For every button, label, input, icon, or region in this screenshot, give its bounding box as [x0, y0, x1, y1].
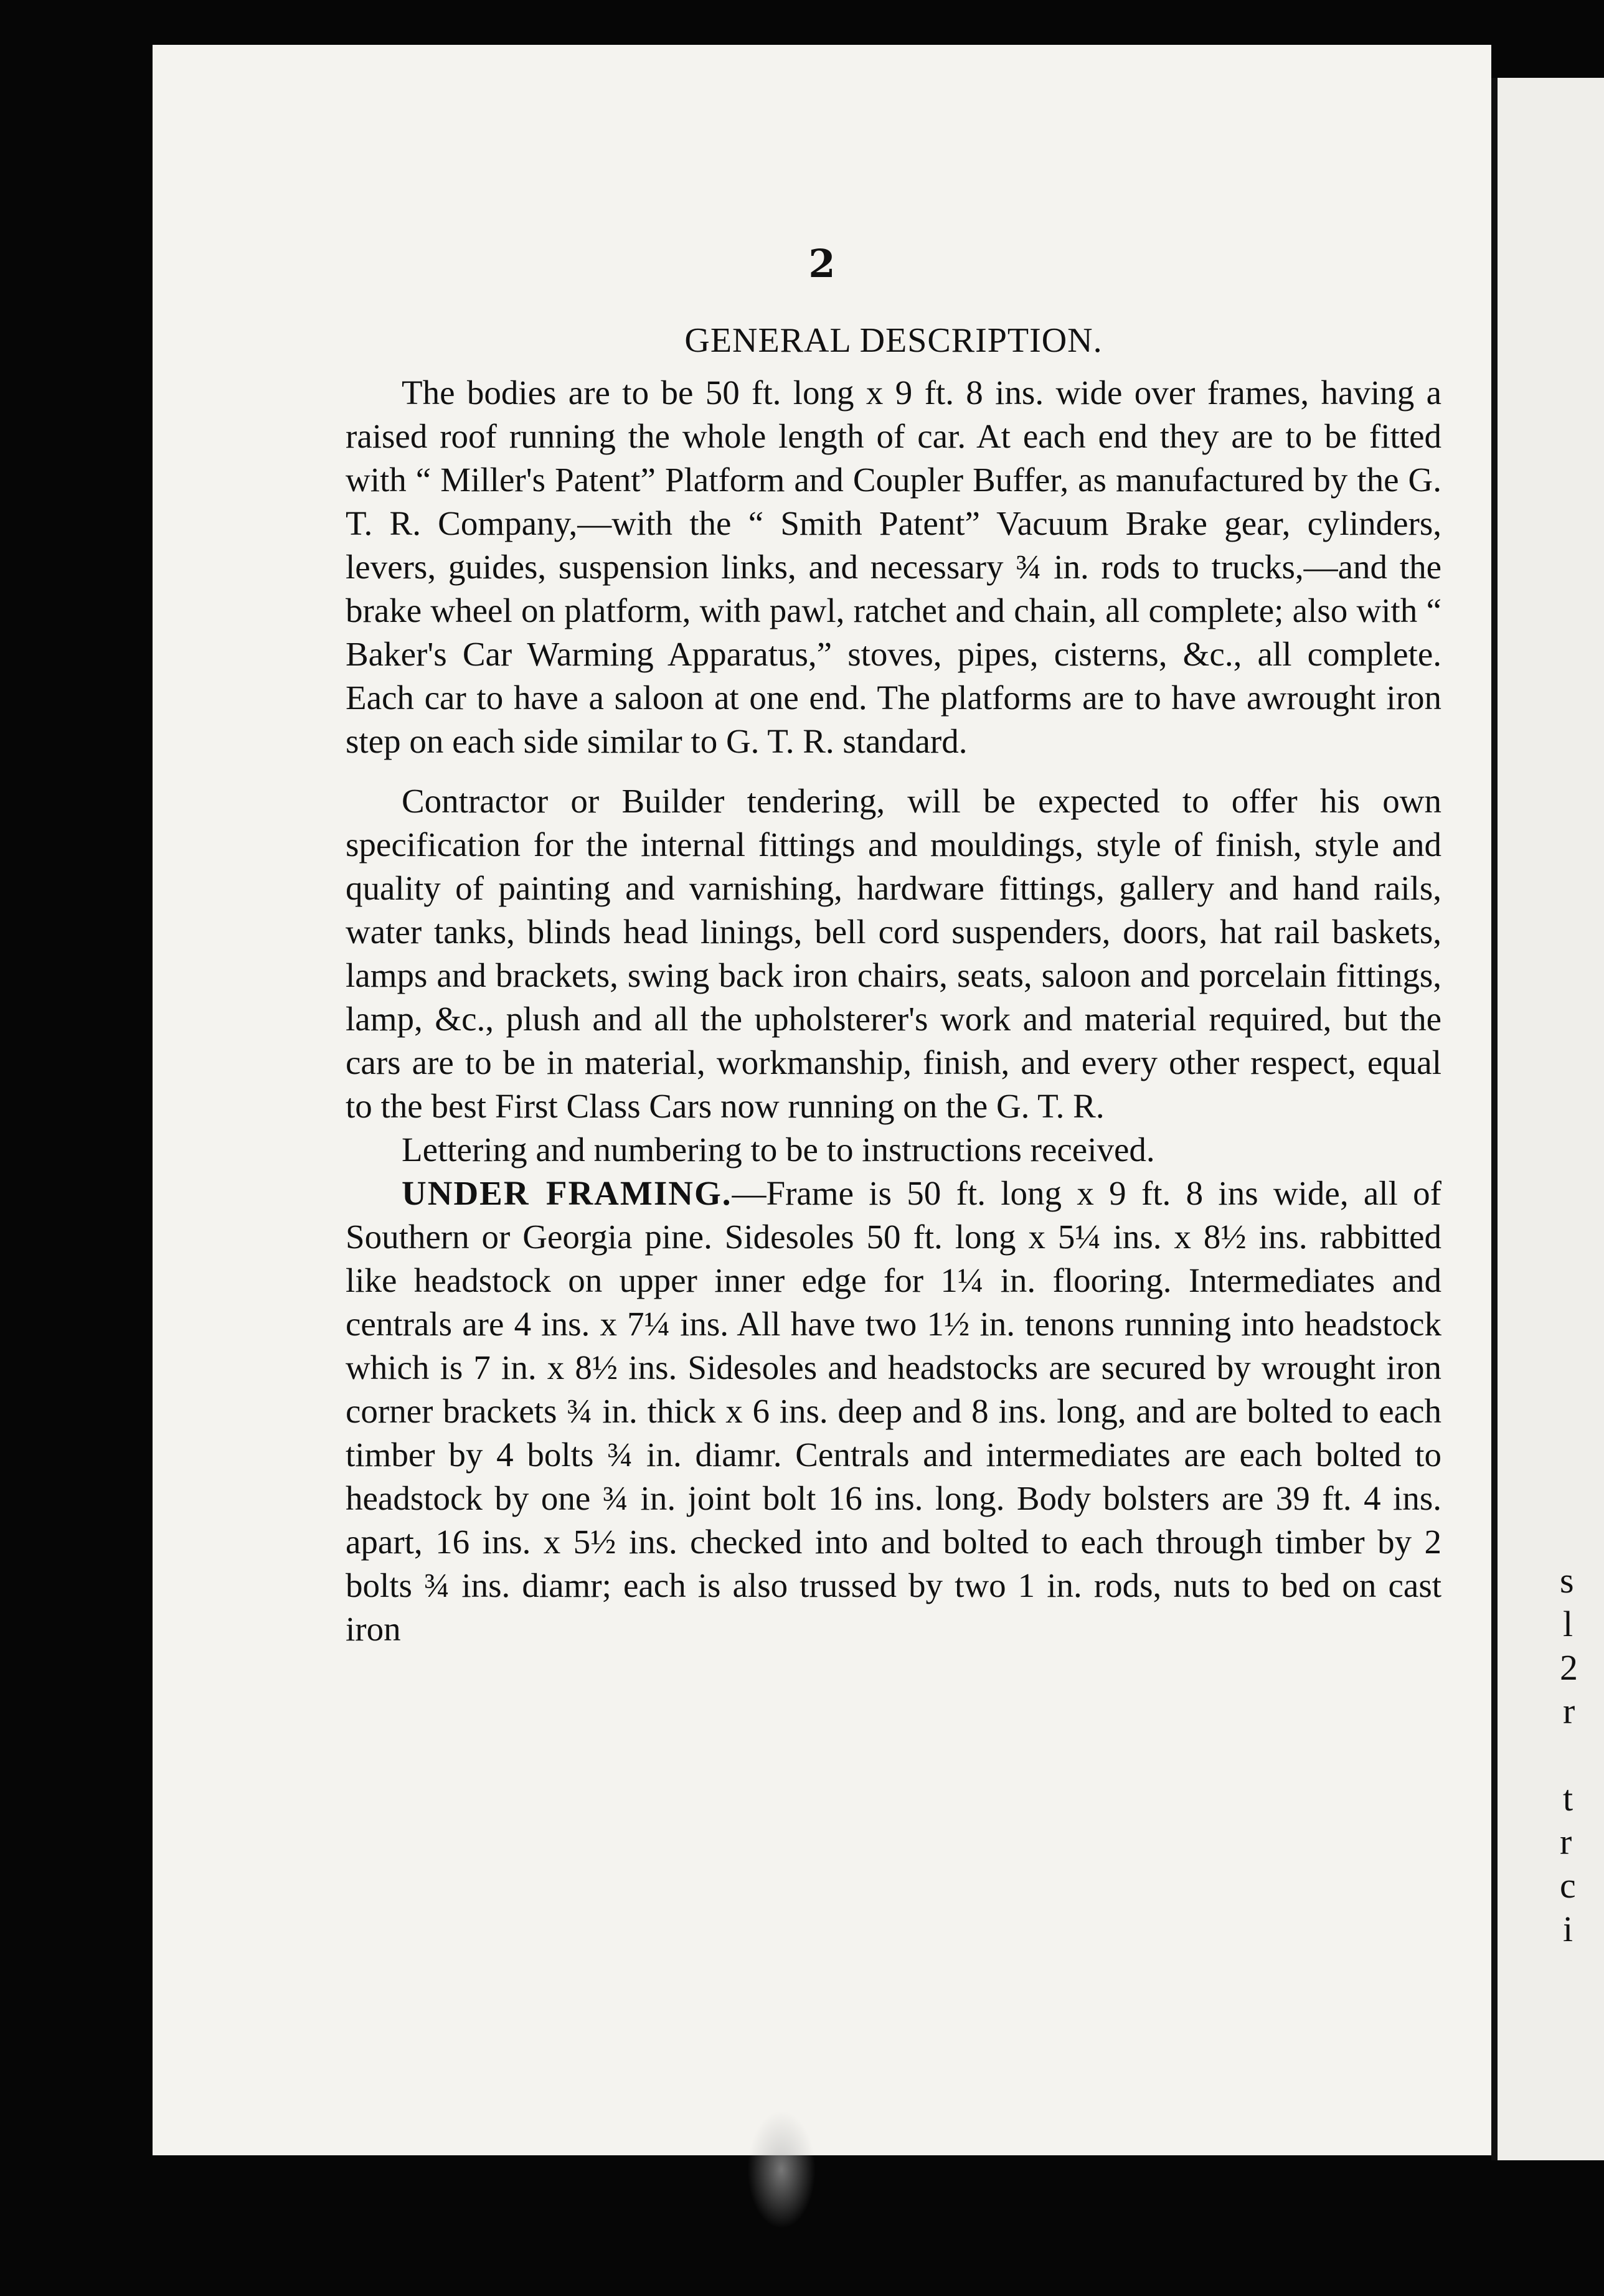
- paragraph-lead: UNDER FRAMING.: [402, 1174, 732, 1212]
- paragraph-body-description: [346, 371, 1441, 763]
- paragraph-under-framing: [346, 1172, 1441, 1651]
- paragraph-text: Lettering and numbering to be to instructions received.: [402, 1131, 1155, 1169]
- facing-page-fragment: t: [1563, 1778, 1573, 1818]
- facing-page-fragment: c: [1560, 1865, 1576, 1906]
- paragraph-lettering: [346, 1128, 1441, 1172]
- paragraph-contractor: [346, 779, 1441, 1128]
- text-column: [346, 319, 1441, 1651]
- book-page: [153, 45, 1491, 2155]
- facing-page-fragment: l: [1563, 1604, 1573, 1644]
- facing-page-edge: [1491, 78, 1604, 2160]
- scan-smudge: [747, 2110, 816, 2229]
- paragraph-text: Contractor or Builder tendering, will be expected to offer his own specification for the internal fittings and mouldings, style of finish, style and quality of painting and varnishing, hardware fittings, gallery and hand rails, water tanks, blinds head linings, bell cord suspenders, doors, hat rail baskets, lamps and brackets, swing back iron chairs, seats, saloon and porcelain fittings, lamp, &c., plush and all the upholsterer's work and material required, but the cars are to be in material, workmanship, finish, and every other respect, equal to the best First Class Cars now running on the G. T. R.: [346, 782, 1441, 1125]
- facing-page-fragment: s: [1560, 1560, 1574, 1601]
- facing-page-fragment: 2: [1560, 1647, 1578, 1688]
- paragraph-text: The bodies are to be 50 ft. long x 9 ft. 8 ins. wide over frames, having a raised roof running the whole length of car. At each end they are to be fitted with “ Miller's Patent” Platform and Coupler Buffer, as manufactured by the G. T. R. Company,—with the “ Smith Patent” Vacuum Brake gear, cylinders, levers, guides, suspension links, and necessary ¾ in. rods to trucks,—and the brake wheel on platform, with pawl, ratchet and chain, all complete; also with “ Baker's Car Warming Apparatus,” stoves, pipes, cisterns, &c., all complete. Each car to have a saloon at one end. The platforms are to have awrought iron step on each side similar to G. T. R. standard.: [346, 374, 1441, 760]
- facing-page-fragment: r: [1563, 1691, 1575, 1731]
- facing-page-fragment: r: [1560, 1822, 1572, 1862]
- section-heading: GENERAL DESCRIPTION.: [684, 321, 1103, 360]
- page-number: 2: [808, 241, 836, 286]
- paragraph-text: —Frame is 50 ft. long x 9 ft. 8 ins wide, all of Southern or Georgia pine. Sidesoles 50 ft. long x 5¼ ins. x 8½ ins. rabbitted like headstock on upper inner edge for 1¼ in. flooring. Intermediates and centrals are 4 ins. x 7¼ ins. All have two 1½ in. tenons running into headstock which is 7 in. x 8½ ins. Sidesoles and headstocks are secured by wrought iron corner brackets ¾ in. thick x 6 ins. deep and 8 ins. long, and are bolted to each timber by 4 bolts ¾ in. diamr. Centrals and intermediates are each bolted to headstock by one ¾ in. joint bolt 16 ins. long. Body bolsters are 39 ft. 4 ins. apart, 16 ins. x 5½ ins. checked into and bolted to each through timber by 2 bolts ¾ ins. diamr; each is also trussed by two 1 in. rods, nuts to bed on cast iron: [346, 1174, 1441, 1648]
- facing-page-fragment: i: [1563, 1909, 1573, 1949]
